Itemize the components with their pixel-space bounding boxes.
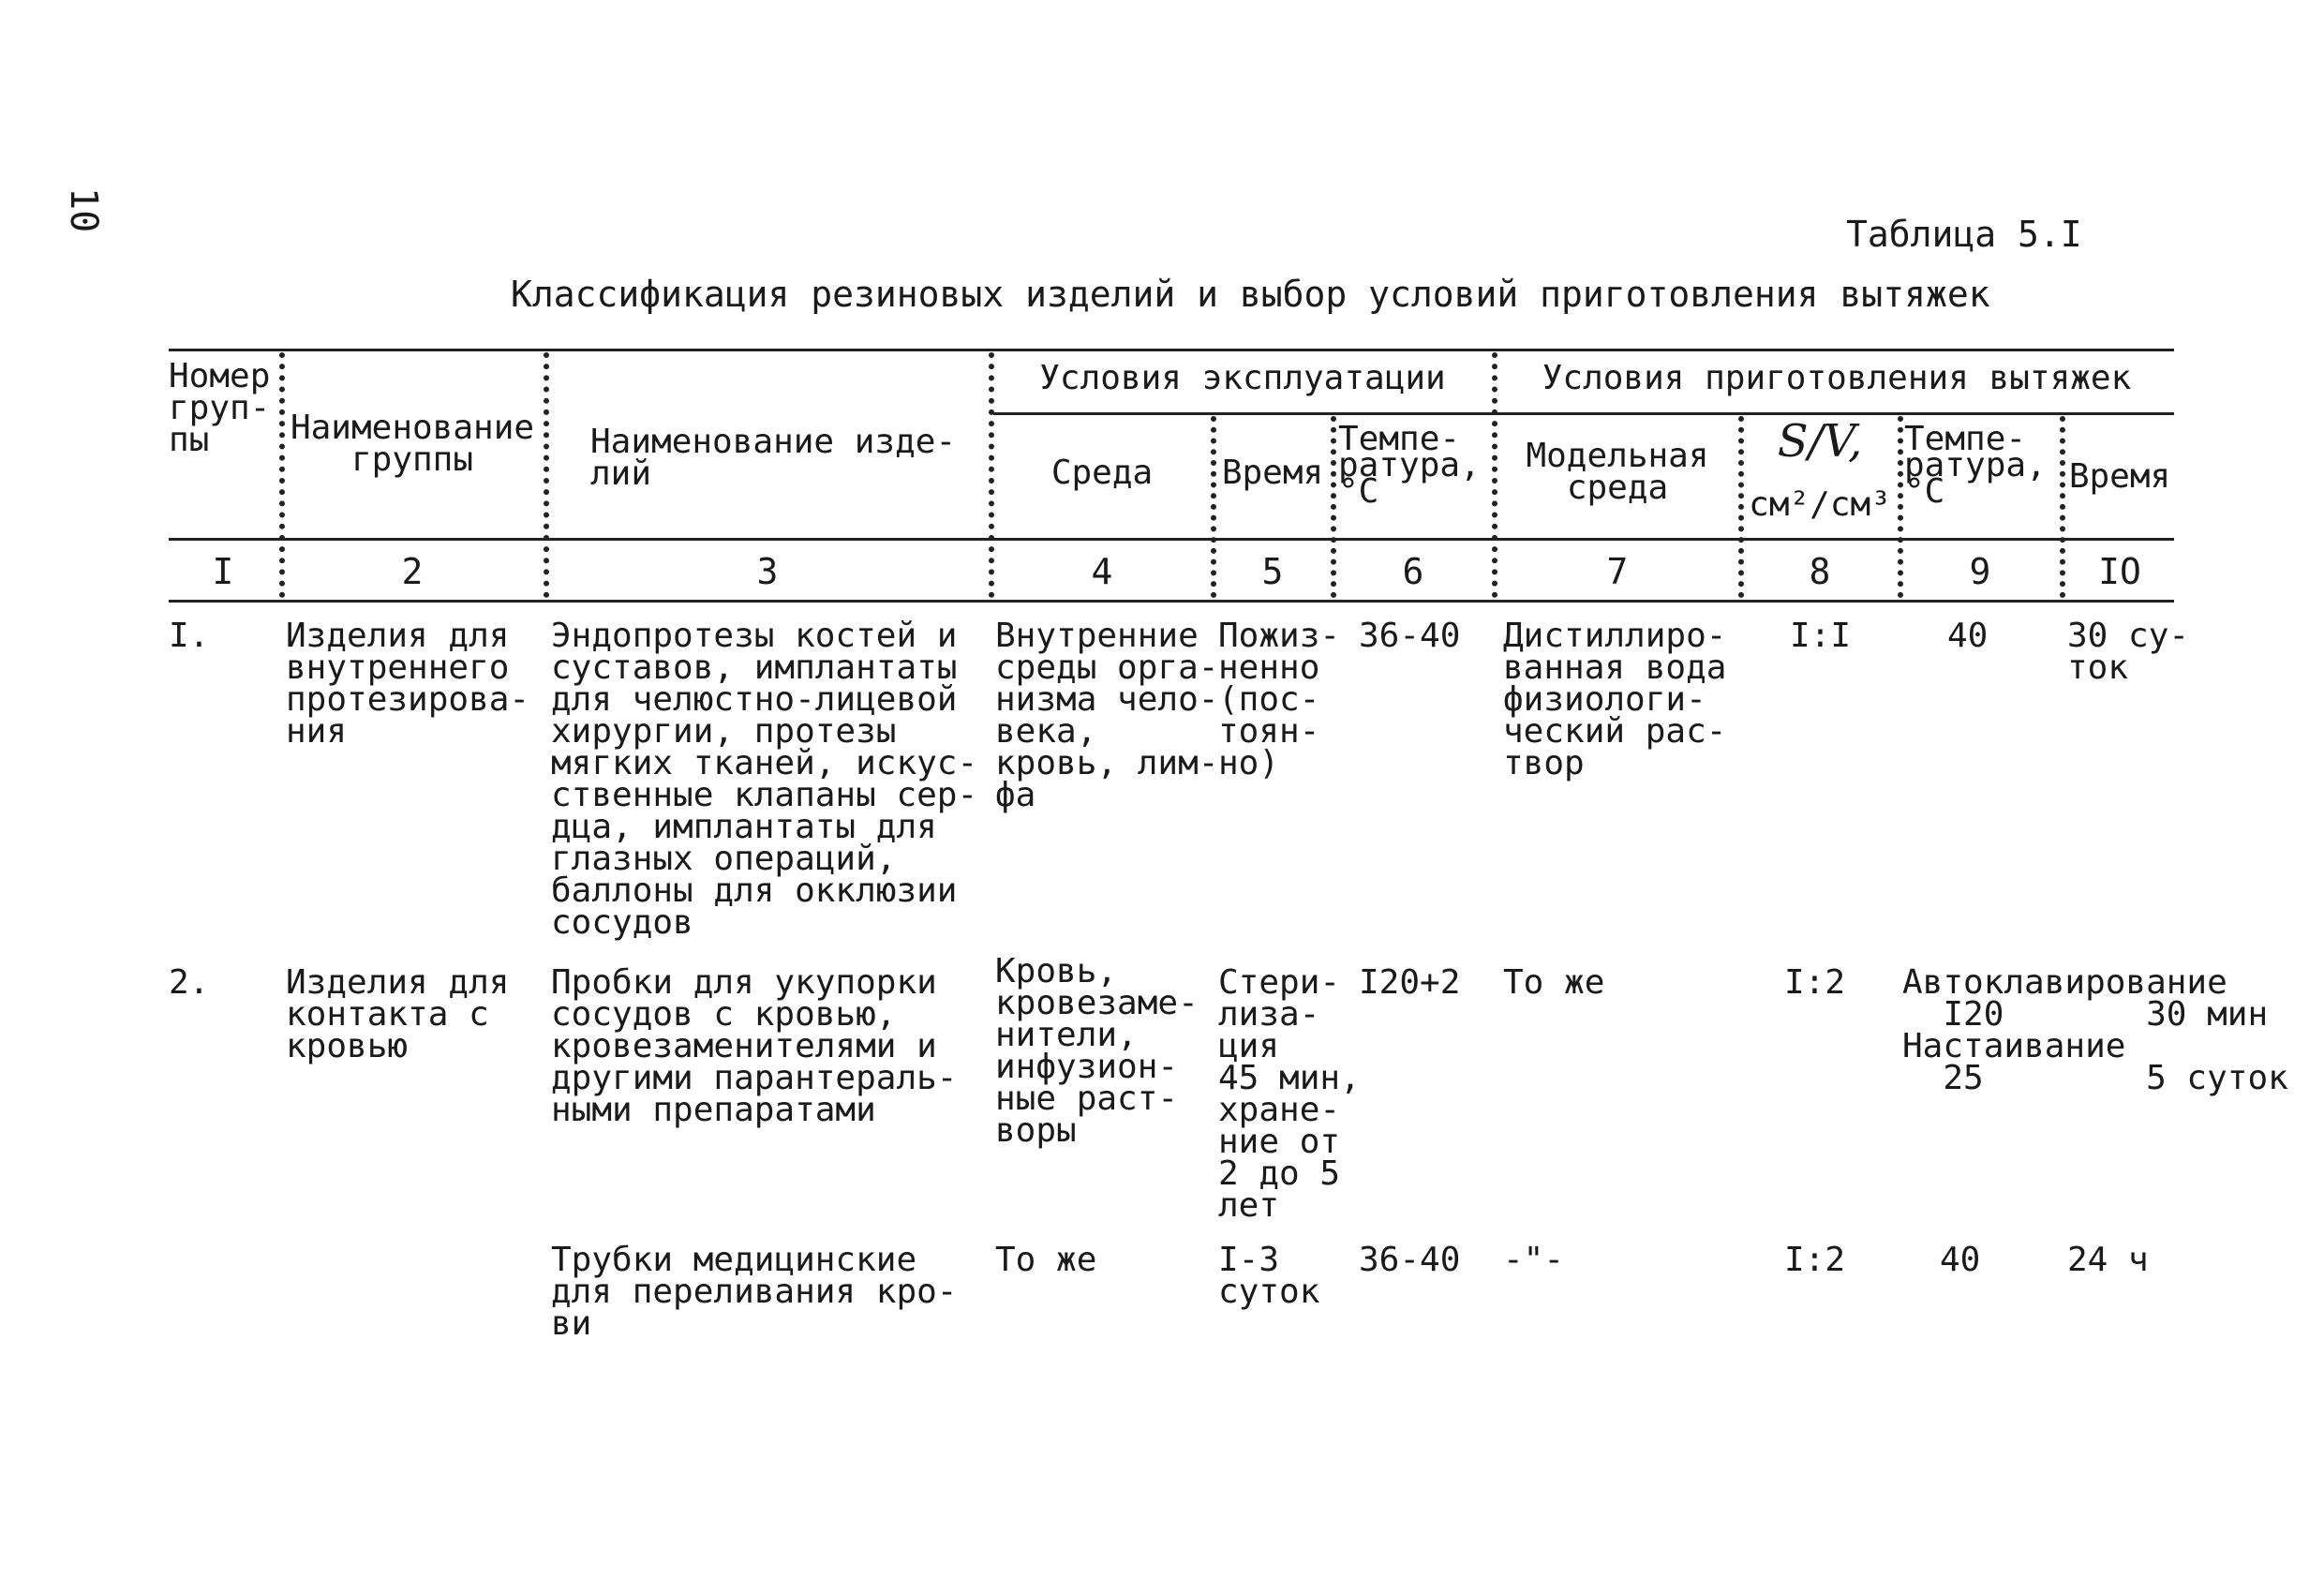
column-number: IO <box>2098 551 2141 592</box>
temperature-cell: 36-40 <box>1359 617 1461 655</box>
temperature-cell: I20+2 <box>1359 963 1461 1002</box>
column-separator <box>1738 416 1744 598</box>
group-name-cell: Изделия для контакта с кровью <box>286 963 510 1065</box>
column-number: 5 <box>1261 551 1284 592</box>
time-2-cell: 24 ч <box>2067 1241 2149 1279</box>
ratio-cell: I:2 <box>1784 1241 1846 1279</box>
table-rule-top <box>169 349 2174 351</box>
column-separator <box>989 352 994 598</box>
temperature-cell: 36-40 <box>1359 1241 1461 1279</box>
header-ratio-sv: S/V, <box>1777 415 1863 468</box>
column-number: 2 <box>401 551 424 592</box>
table-caption: Классификация резиновых изделий и выбор условий приготовления вытяжек <box>511 274 1990 315</box>
header-ratio-units: см²/см³ <box>1749 485 1891 524</box>
column-number: 9 <box>1969 551 1991 592</box>
product-name-cell: Эндопротезы костей и суставов, имплантаты для челюстно-лицевой хирургии, протезы мягких тканей, искус- ственные клапаны сер- дца, имплантаты для глазных операций, баллоны для окклюзии сосудов <box>551 617 978 942</box>
header-operating-conditions: Условия эксплуатации <box>1039 359 1446 397</box>
column-number: I <box>212 551 234 592</box>
ratio-cell: I:I <box>1790 617 1852 655</box>
medium-cell: Внутренние среды орга- низма чело- века, кровь, лим- фа <box>995 617 1219 814</box>
column-number: 4 <box>1091 551 1113 592</box>
row-number: 2. <box>169 963 210 1002</box>
temperature-2-cell: 40 <box>1940 1241 1981 1279</box>
header-temperature-2: Темпе- ратура, °С <box>1904 420 2047 511</box>
table-label: Таблица 5.I <box>1846 214 2082 255</box>
header-model-medium: Модельная среда <box>1526 437 1709 507</box>
header-time: Время <box>1221 454 1324 492</box>
extraction-conditions-cell: Автоклавирование I20 30 мин Настаивание 25 5 суток <box>1902 963 2288 1097</box>
table-rule-numbers-bottom <box>169 600 2174 603</box>
header-time-2: Время <box>2068 457 2171 496</box>
group-name-cell: Изделия для внутреннего протезирова- ния <box>286 617 530 751</box>
header-product-name: Наименование изде- лий <box>590 423 957 493</box>
column-number: 6 <box>1402 551 1424 592</box>
header-group-name: Наименование группы <box>290 409 535 479</box>
model-medium-cell: Дистиллиро- ванная вода физиологи- ческий рас- твор <box>1503 617 1727 782</box>
table-rule-subheader <box>993 412 2174 415</box>
ratio-cell: I:2 <box>1784 963 1846 1002</box>
medium-cell: То же <box>995 1241 1097 1279</box>
model-medium-cell: То же <box>1503 963 1605 1002</box>
time-2-cell: 30 су- ток <box>2067 617 2190 687</box>
header-medium: Среда <box>1050 454 1154 492</box>
product-name-cell: Пробки для укупорки сосудов с кровью, кровезаменителями и другими парантераль- ными препаратами <box>551 963 958 1129</box>
time-cell: Пожиз- ненно (пос- тоян- но) <box>1218 617 1341 782</box>
column-number: 3 <box>756 551 779 592</box>
row-number: I. <box>169 617 210 655</box>
temperature-2-cell: 40 <box>1947 617 1989 655</box>
header-group-number: Номер груп- пы <box>169 357 271 459</box>
time-cell: I-3 суток <box>1218 1241 1320 1311</box>
column-number: 7 <box>1606 551 1629 592</box>
model-medium-cell: -"- <box>1503 1241 1565 1279</box>
product-name-cell: Трубки медицинские для переливания кро- ви <box>551 1241 958 1343</box>
page-number: 10 <box>62 187 105 233</box>
medium-cell: Кровь, кровезаме- нители, инфузион- ные раст- воры <box>995 952 1199 1150</box>
table-rule-header-bottom <box>169 538 2174 541</box>
header-temperature: Темпе- ратура, °С <box>1338 420 1481 511</box>
time-cell: Стери- лиза- ция 45 мин, хране- ние от 2 до 5 лет <box>1218 963 1361 1225</box>
column-number: 8 <box>1809 551 1831 592</box>
header-extraction-conditions: Условия приготовления вытяжек <box>1542 359 2132 397</box>
